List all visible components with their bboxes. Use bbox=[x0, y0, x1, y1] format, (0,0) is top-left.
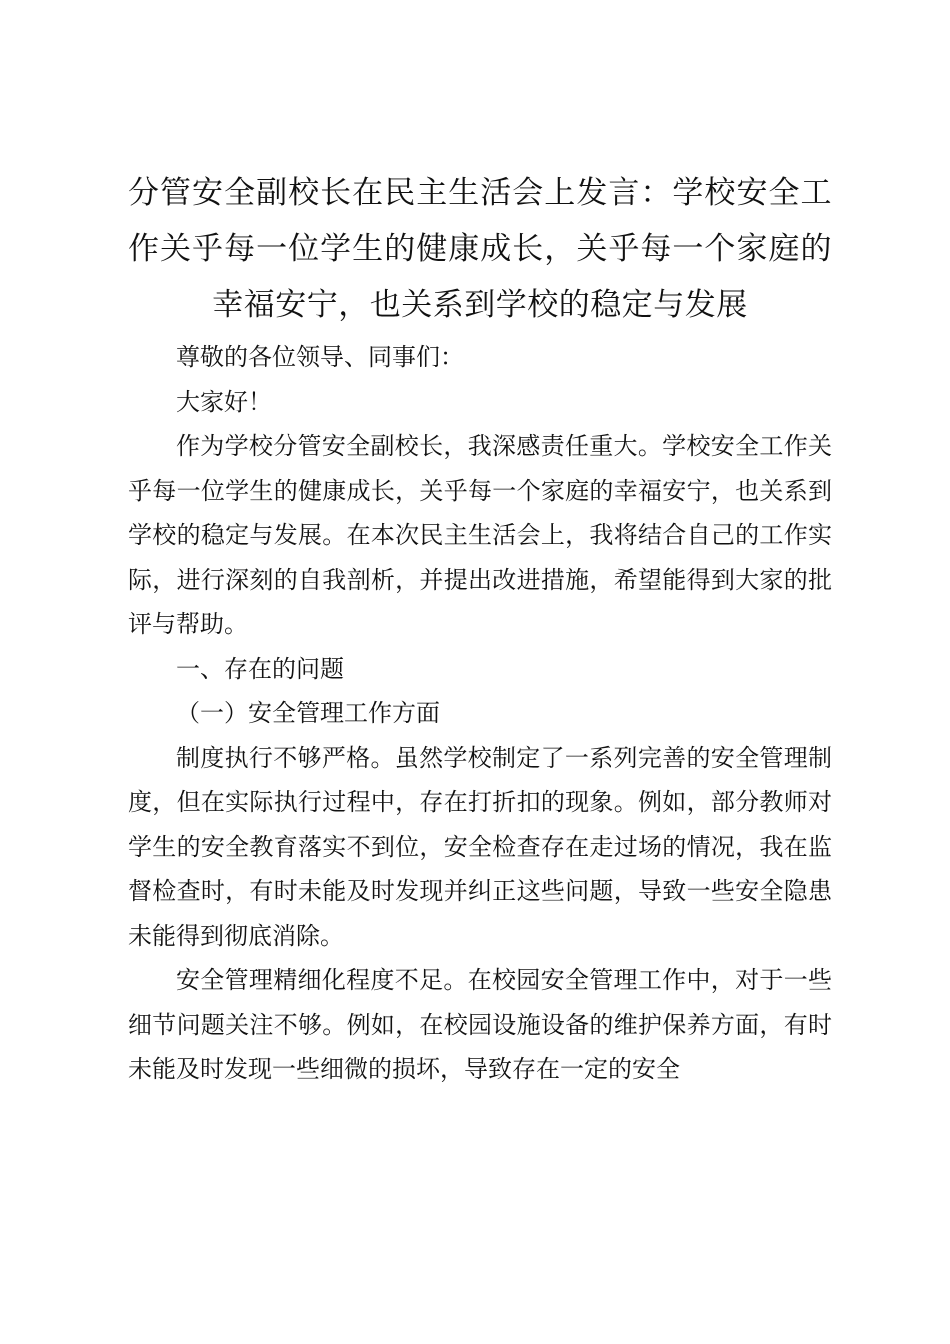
paragraph-system-execution: 制度执行不够严格。虽然学校制定了一系列完善的安全管理制度，但在实际执行过程中，存在打折扣的现象。例如，部分教师对学生的安全教育落实不到位，安全检查存在走过场的情况，我在监督检查时，有时未能及时发现并纠正这些问题，导致一些安全隐患未能得到彻底消除。 bbox=[128, 743, 832, 950]
salutation: 尊敬的各位领导、同事们： bbox=[176, 343, 464, 371]
greeting: 大家好！ bbox=[176, 387, 272, 416]
document-body bbox=[128, 165, 832, 1092]
section-heading: 一、存在的问题 bbox=[176, 654, 344, 683]
paragraph-refinement: 安全管理精细化程度不足。在校园安全管理工作中，对于一些细节问题关注不够。例如，在校园设施设备的维护保养方面，有时未能及时发现一些细微的损坏，导致存在一定的安全 bbox=[128, 966, 832, 1083]
document-title: 分管安全副校长在民主生活会上发言：学校安全工作关乎每一位学生的健康成长，关乎每一个家庭的幸福安宁，也关系到学校的稳定与发展 bbox=[128, 175, 832, 323]
subsection-heading: （一）安全管理工作方面 bbox=[176, 699, 440, 727]
intro-paragraph: 作为学校分管安全副校长，我深感责任重大。学校安全工作关乎每一位学生的健康成长，关乎每一个家庭的幸福安宁，也关系到学校的稳定与发展。在本次民主生活会上，我将结合自己的工作实际，进行深刻的自我剖析，并提出改进措施，希望能得到大家的批评与帮助。 bbox=[128, 432, 832, 638]
